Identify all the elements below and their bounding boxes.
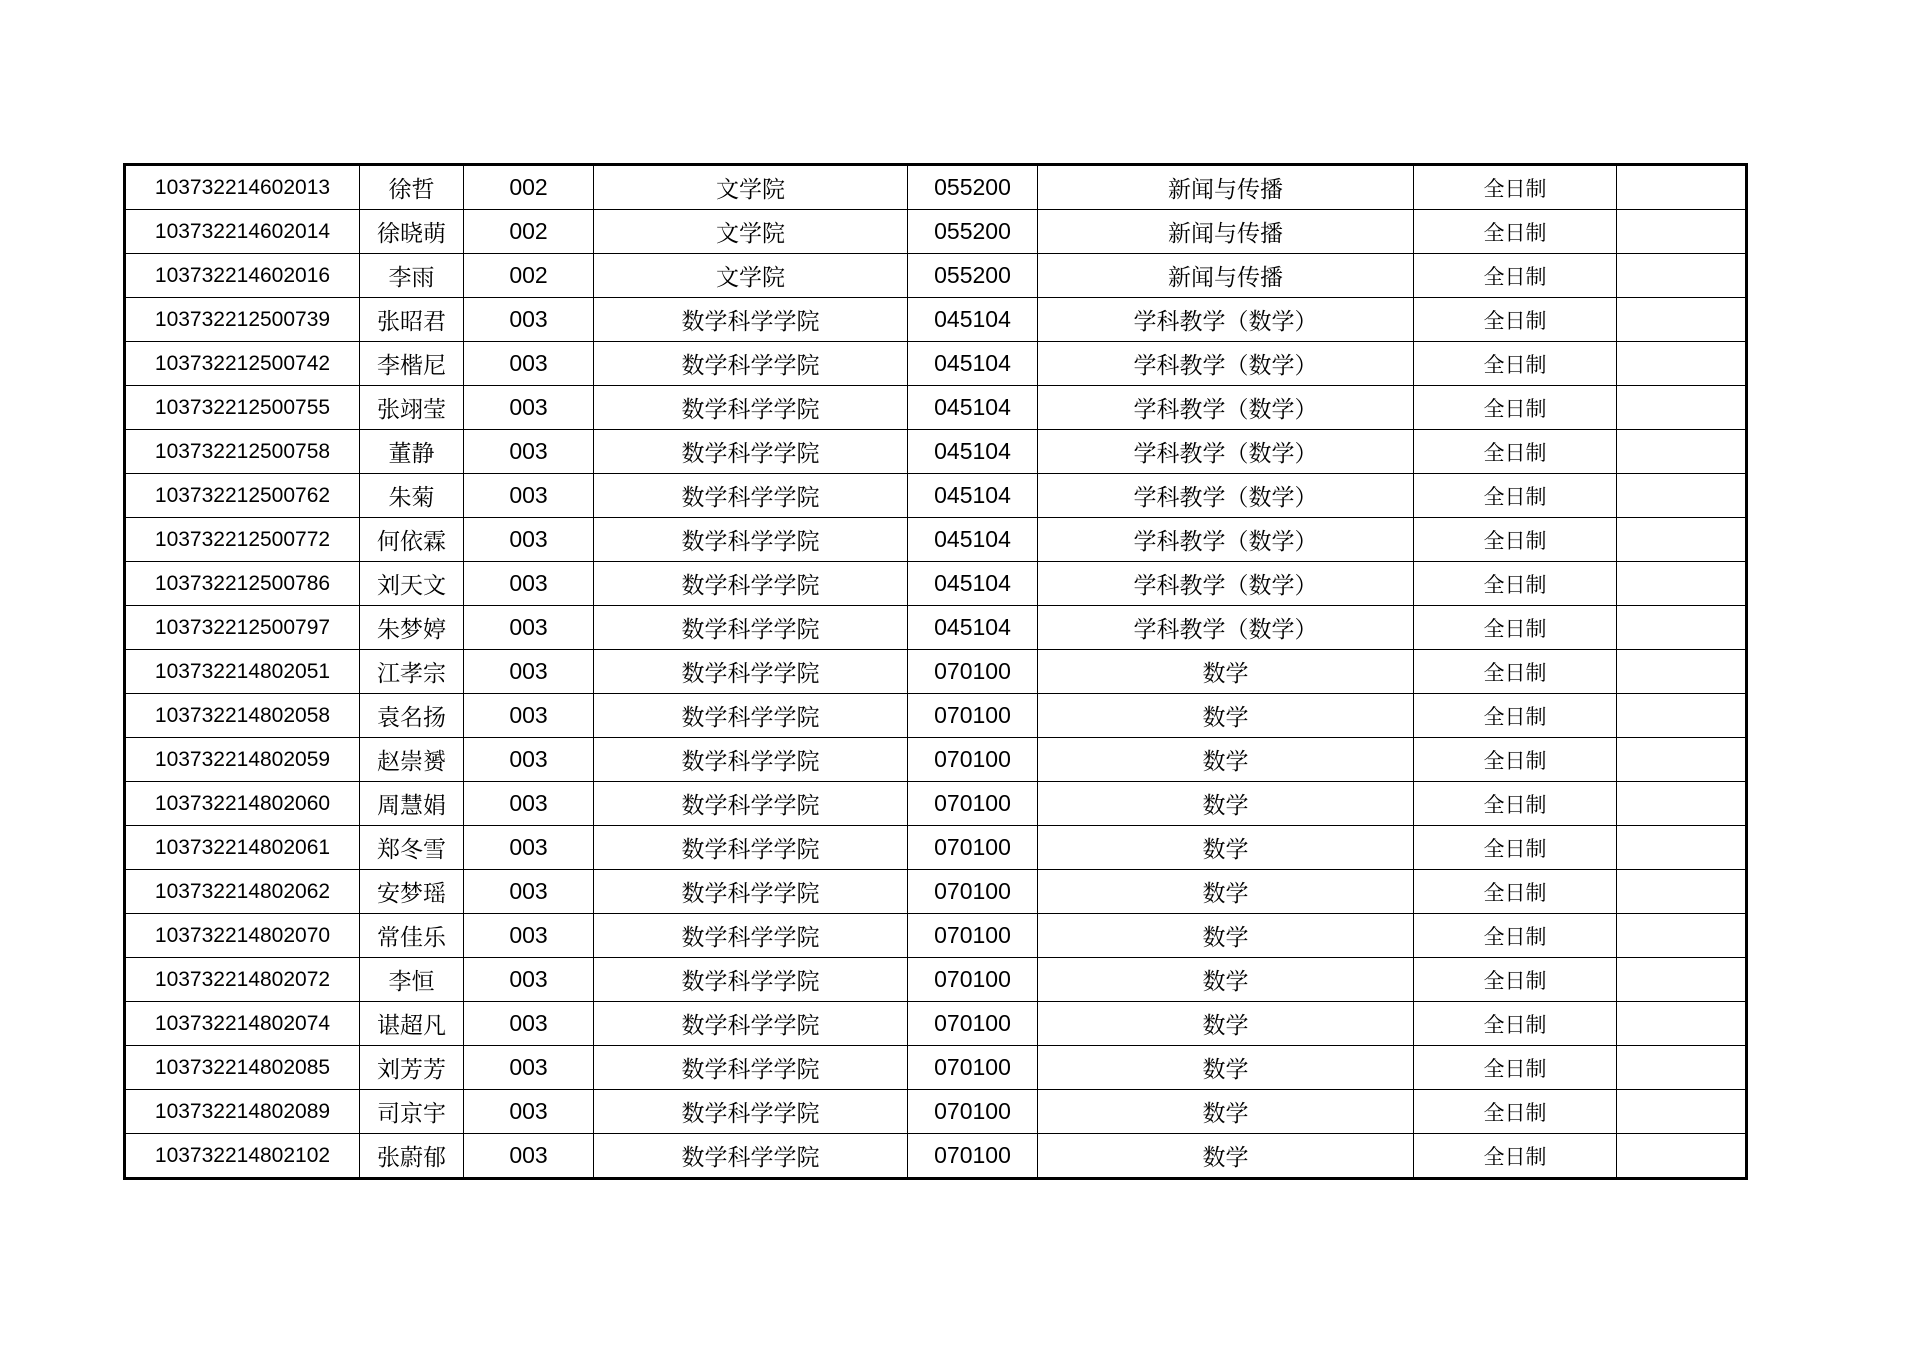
major-code-cell: 070100 xyxy=(908,870,1038,914)
note-cell xyxy=(1617,958,1747,1002)
major-code-cell: 070100 xyxy=(908,738,1038,782)
college-code-cell: 003 xyxy=(464,1134,594,1179)
major-code-cell: 070100 xyxy=(908,1002,1038,1046)
college-code-cell: 003 xyxy=(464,694,594,738)
note-cell xyxy=(1617,254,1747,298)
major-name-cell: 学科教学（数学） xyxy=(1038,298,1414,342)
note-cell xyxy=(1617,870,1747,914)
candidate-id-cell: 103732212500786 xyxy=(125,562,360,606)
study-mode-cell: 全日制 xyxy=(1414,914,1617,958)
college-code-cell: 003 xyxy=(464,562,594,606)
student-name-cell: 何依霖 xyxy=(360,518,464,562)
student-name-cell: 李楷尼 xyxy=(360,342,464,386)
major-name-cell: 新闻与传播 xyxy=(1038,210,1414,254)
college-name-cell: 文学院 xyxy=(594,254,908,298)
student-name-cell: 李恒 xyxy=(360,958,464,1002)
college-name-cell: 数学科学学院 xyxy=(594,826,908,870)
note-cell xyxy=(1617,430,1747,474)
college-name-cell: 数学科学学院 xyxy=(594,430,908,474)
study-mode-cell: 全日制 xyxy=(1414,782,1617,826)
study-mode-cell: 全日制 xyxy=(1414,826,1617,870)
note-cell xyxy=(1617,826,1747,870)
student-name-cell: 朱梦婷 xyxy=(360,606,464,650)
candidate-id-cell: 103732212500742 xyxy=(125,342,360,386)
table-row xyxy=(125,1046,1747,1090)
study-mode-cell: 全日制 xyxy=(1414,606,1617,650)
student-name-cell: 周慧娟 xyxy=(360,782,464,826)
student-name-cell: 徐晓萌 xyxy=(360,210,464,254)
major-name-cell: 数学 xyxy=(1038,914,1414,958)
table-row xyxy=(125,518,1747,562)
table-row xyxy=(125,738,1747,782)
study-mode-cell: 全日制 xyxy=(1414,1002,1617,1046)
major-name-cell: 数学 xyxy=(1038,650,1414,694)
student-name-cell: 李雨 xyxy=(360,254,464,298)
college-code-cell: 002 xyxy=(464,165,594,210)
college-name-cell: 数学科学学院 xyxy=(594,474,908,518)
major-name-cell: 新闻与传播 xyxy=(1038,254,1414,298)
candidate-id-cell: 103732214802089 xyxy=(125,1090,360,1134)
note-cell xyxy=(1617,1046,1747,1090)
candidate-id-cell: 103732214602013 xyxy=(125,165,360,210)
college-name-cell: 数学科学学院 xyxy=(594,782,908,826)
note-cell xyxy=(1617,1134,1747,1179)
table-row xyxy=(125,870,1747,914)
major-name-cell: 学科教学（数学） xyxy=(1038,386,1414,430)
college-code-cell: 003 xyxy=(464,782,594,826)
college-code-cell: 003 xyxy=(464,958,594,1002)
student-name-cell: 董静 xyxy=(360,430,464,474)
college-code-cell: 003 xyxy=(464,342,594,386)
candidate-id-cell: 103732212500758 xyxy=(125,430,360,474)
note-cell xyxy=(1617,738,1747,782)
table-body xyxy=(125,165,1747,1179)
table-row xyxy=(125,606,1747,650)
table-row xyxy=(125,1002,1747,1046)
college-name-cell: 数学科学学院 xyxy=(594,562,908,606)
study-mode-cell: 全日制 xyxy=(1414,386,1617,430)
table-row xyxy=(125,298,1747,342)
major-code-cell: 045104 xyxy=(908,298,1038,342)
college-name-cell: 数学科学学院 xyxy=(594,958,908,1002)
table-row xyxy=(125,210,1747,254)
table-row xyxy=(125,958,1747,1002)
study-mode-cell: 全日制 xyxy=(1414,738,1617,782)
college-code-cell: 003 xyxy=(464,386,594,430)
student-name-cell: 张翊莹 xyxy=(360,386,464,430)
college-code-cell: 003 xyxy=(464,474,594,518)
table-row xyxy=(125,430,1747,474)
table-row xyxy=(125,165,1747,210)
study-mode-cell: 全日制 xyxy=(1414,298,1617,342)
major-name-cell: 学科教学（数学） xyxy=(1038,430,1414,474)
table-row xyxy=(125,386,1747,430)
college-name-cell: 文学院 xyxy=(594,165,908,210)
candidate-id-cell: 103732214802074 xyxy=(125,1002,360,1046)
student-name-cell: 张昭君 xyxy=(360,298,464,342)
major-name-cell: 新闻与传播 xyxy=(1038,165,1414,210)
candidate-id-cell: 103732214802072 xyxy=(125,958,360,1002)
college-code-cell: 002 xyxy=(464,254,594,298)
major-code-cell: 070100 xyxy=(908,958,1038,1002)
student-name-cell: 郑冬雪 xyxy=(360,826,464,870)
college-code-cell: 003 xyxy=(464,650,594,694)
study-mode-cell: 全日制 xyxy=(1414,958,1617,1002)
note-cell xyxy=(1617,562,1747,606)
study-mode-cell: 全日制 xyxy=(1414,342,1617,386)
student-name-cell: 司京宇 xyxy=(360,1090,464,1134)
study-mode-cell: 全日制 xyxy=(1414,474,1617,518)
major-code-cell: 045104 xyxy=(908,606,1038,650)
college-code-cell: 003 xyxy=(464,518,594,562)
candidate-id-cell: 103732214602016 xyxy=(125,254,360,298)
candidate-id-cell: 103732212500797 xyxy=(125,606,360,650)
major-code-cell: 055200 xyxy=(908,210,1038,254)
major-name-cell: 学科教学（数学） xyxy=(1038,518,1414,562)
major-name-cell: 数学 xyxy=(1038,958,1414,1002)
college-code-cell: 003 xyxy=(464,826,594,870)
study-mode-cell: 全日制 xyxy=(1414,1046,1617,1090)
major-name-cell: 学科教学（数学） xyxy=(1038,474,1414,518)
college-name-cell: 数学科学学院 xyxy=(594,1134,908,1179)
college-name-cell: 数学科学学院 xyxy=(594,738,908,782)
college-code-cell: 003 xyxy=(464,298,594,342)
major-code-cell: 045104 xyxy=(908,474,1038,518)
study-mode-cell: 全日制 xyxy=(1414,1134,1617,1179)
note-cell xyxy=(1617,782,1747,826)
study-mode-cell: 全日制 xyxy=(1414,694,1617,738)
study-mode-cell: 全日制 xyxy=(1414,650,1617,694)
college-code-cell: 003 xyxy=(464,1046,594,1090)
major-name-cell: 数学 xyxy=(1038,1134,1414,1179)
admission-table xyxy=(123,163,1748,1180)
note-cell xyxy=(1617,1090,1747,1134)
major-code-cell: 070100 xyxy=(908,1090,1038,1134)
college-name-cell: 数学科学学院 xyxy=(594,1046,908,1090)
candidate-id-cell: 103732214802051 xyxy=(125,650,360,694)
note-cell xyxy=(1617,694,1747,738)
college-name-cell: 文学院 xyxy=(594,210,908,254)
note-cell xyxy=(1617,298,1747,342)
major-code-cell: 070100 xyxy=(908,782,1038,826)
study-mode-cell: 全日制 xyxy=(1414,430,1617,474)
major-name-cell: 学科教学（数学） xyxy=(1038,606,1414,650)
candidate-id-cell: 103732214802058 xyxy=(125,694,360,738)
candidate-id-cell: 103732212500739 xyxy=(125,298,360,342)
college-code-cell: 003 xyxy=(464,738,594,782)
student-name-cell: 刘天文 xyxy=(360,562,464,606)
study-mode-cell: 全日制 xyxy=(1414,165,1617,210)
table-row xyxy=(125,826,1747,870)
table-row xyxy=(125,254,1747,298)
table-row xyxy=(125,342,1747,386)
college-code-cell: 002 xyxy=(464,210,594,254)
major-code-cell: 055200 xyxy=(908,165,1038,210)
major-name-cell: 数学 xyxy=(1038,782,1414,826)
note-cell xyxy=(1617,1002,1747,1046)
major-code-cell: 045104 xyxy=(908,562,1038,606)
student-name-cell: 安梦瑶 xyxy=(360,870,464,914)
student-name-cell: 徐哲 xyxy=(360,165,464,210)
major-name-cell: 数学 xyxy=(1038,1046,1414,1090)
candidate-id-cell: 103732214802070 xyxy=(125,914,360,958)
major-code-cell: 070100 xyxy=(908,826,1038,870)
table-row xyxy=(125,694,1747,738)
candidate-id-cell: 103732212500762 xyxy=(125,474,360,518)
major-code-cell: 045104 xyxy=(908,386,1038,430)
major-code-cell: 045104 xyxy=(908,518,1038,562)
table-row xyxy=(125,650,1747,694)
candidate-id-cell: 103732214802061 xyxy=(125,826,360,870)
college-name-cell: 数学科学学院 xyxy=(594,870,908,914)
major-code-cell: 070100 xyxy=(908,650,1038,694)
major-code-cell: 045104 xyxy=(908,430,1038,474)
note-cell xyxy=(1617,606,1747,650)
study-mode-cell: 全日制 xyxy=(1414,254,1617,298)
note-cell xyxy=(1617,518,1747,562)
candidate-id-cell: 103732214802102 xyxy=(125,1134,360,1179)
table-row xyxy=(125,1134,1747,1179)
note-cell xyxy=(1617,650,1747,694)
student-name-cell: 刘芳芳 xyxy=(360,1046,464,1090)
student-name-cell: 赵崇赟 xyxy=(360,738,464,782)
student-name-cell: 常佳乐 xyxy=(360,914,464,958)
candidate-id-cell: 103732214802060 xyxy=(125,782,360,826)
student-name-cell: 谌超凡 xyxy=(360,1002,464,1046)
college-name-cell: 数学科学学院 xyxy=(594,1002,908,1046)
table-row xyxy=(125,562,1747,606)
candidate-id-cell: 103732212500772 xyxy=(125,518,360,562)
major-name-cell: 数学 xyxy=(1038,694,1414,738)
major-name-cell: 数学 xyxy=(1038,826,1414,870)
table-row xyxy=(125,1090,1747,1134)
college-name-cell: 数学科学学院 xyxy=(594,342,908,386)
table-row xyxy=(125,782,1747,826)
major-code-cell: 070100 xyxy=(908,1134,1038,1179)
student-name-cell: 袁名扬 xyxy=(360,694,464,738)
college-name-cell: 数学科学学院 xyxy=(594,606,908,650)
major-code-cell: 070100 xyxy=(908,1046,1038,1090)
study-mode-cell: 全日制 xyxy=(1414,210,1617,254)
student-name-cell: 朱菊 xyxy=(360,474,464,518)
college-code-cell: 003 xyxy=(464,606,594,650)
college-name-cell: 数学科学学院 xyxy=(594,694,908,738)
table-row xyxy=(125,914,1747,958)
note-cell xyxy=(1617,386,1747,430)
major-name-cell: 学科教学（数学） xyxy=(1038,562,1414,606)
table-row xyxy=(125,474,1747,518)
college-name-cell: 数学科学学院 xyxy=(594,386,908,430)
note-cell xyxy=(1617,165,1747,210)
major-code-cell: 070100 xyxy=(908,914,1038,958)
study-mode-cell: 全日制 xyxy=(1414,1090,1617,1134)
college-name-cell: 数学科学学院 xyxy=(594,1090,908,1134)
note-cell xyxy=(1617,342,1747,386)
college-code-cell: 003 xyxy=(464,430,594,474)
college-name-cell: 数学科学学院 xyxy=(594,650,908,694)
major-name-cell: 数学 xyxy=(1038,738,1414,782)
major-name-cell: 数学 xyxy=(1038,870,1414,914)
student-name-cell: 江孝宗 xyxy=(360,650,464,694)
major-code-cell: 070100 xyxy=(908,694,1038,738)
candidate-id-cell: 103732214602014 xyxy=(125,210,360,254)
major-code-cell: 055200 xyxy=(908,254,1038,298)
candidate-id-cell: 103732214802059 xyxy=(125,738,360,782)
major-code-cell: 045104 xyxy=(908,342,1038,386)
major-name-cell: 学科教学（数学） xyxy=(1038,342,1414,386)
college-name-cell: 数学科学学院 xyxy=(594,298,908,342)
note-cell xyxy=(1617,474,1747,518)
note-cell xyxy=(1617,210,1747,254)
college-name-cell: 数学科学学院 xyxy=(594,914,908,958)
candidate-id-cell: 103732212500755 xyxy=(125,386,360,430)
major-name-cell: 数学 xyxy=(1038,1002,1414,1046)
college-code-cell: 003 xyxy=(464,1090,594,1134)
study-mode-cell: 全日制 xyxy=(1414,562,1617,606)
college-code-cell: 003 xyxy=(464,1002,594,1046)
student-name-cell: 张蔚郁 xyxy=(360,1134,464,1179)
college-code-cell: 003 xyxy=(464,870,594,914)
study-mode-cell: 全日制 xyxy=(1414,870,1617,914)
study-mode-cell: 全日制 xyxy=(1414,518,1617,562)
college-name-cell: 数学科学学院 xyxy=(594,518,908,562)
candidate-id-cell: 103732214802062 xyxy=(125,870,360,914)
candidate-id-cell: 103732214802085 xyxy=(125,1046,360,1090)
college-code-cell: 003 xyxy=(464,914,594,958)
major-name-cell: 数学 xyxy=(1038,1090,1414,1134)
note-cell xyxy=(1617,914,1747,958)
